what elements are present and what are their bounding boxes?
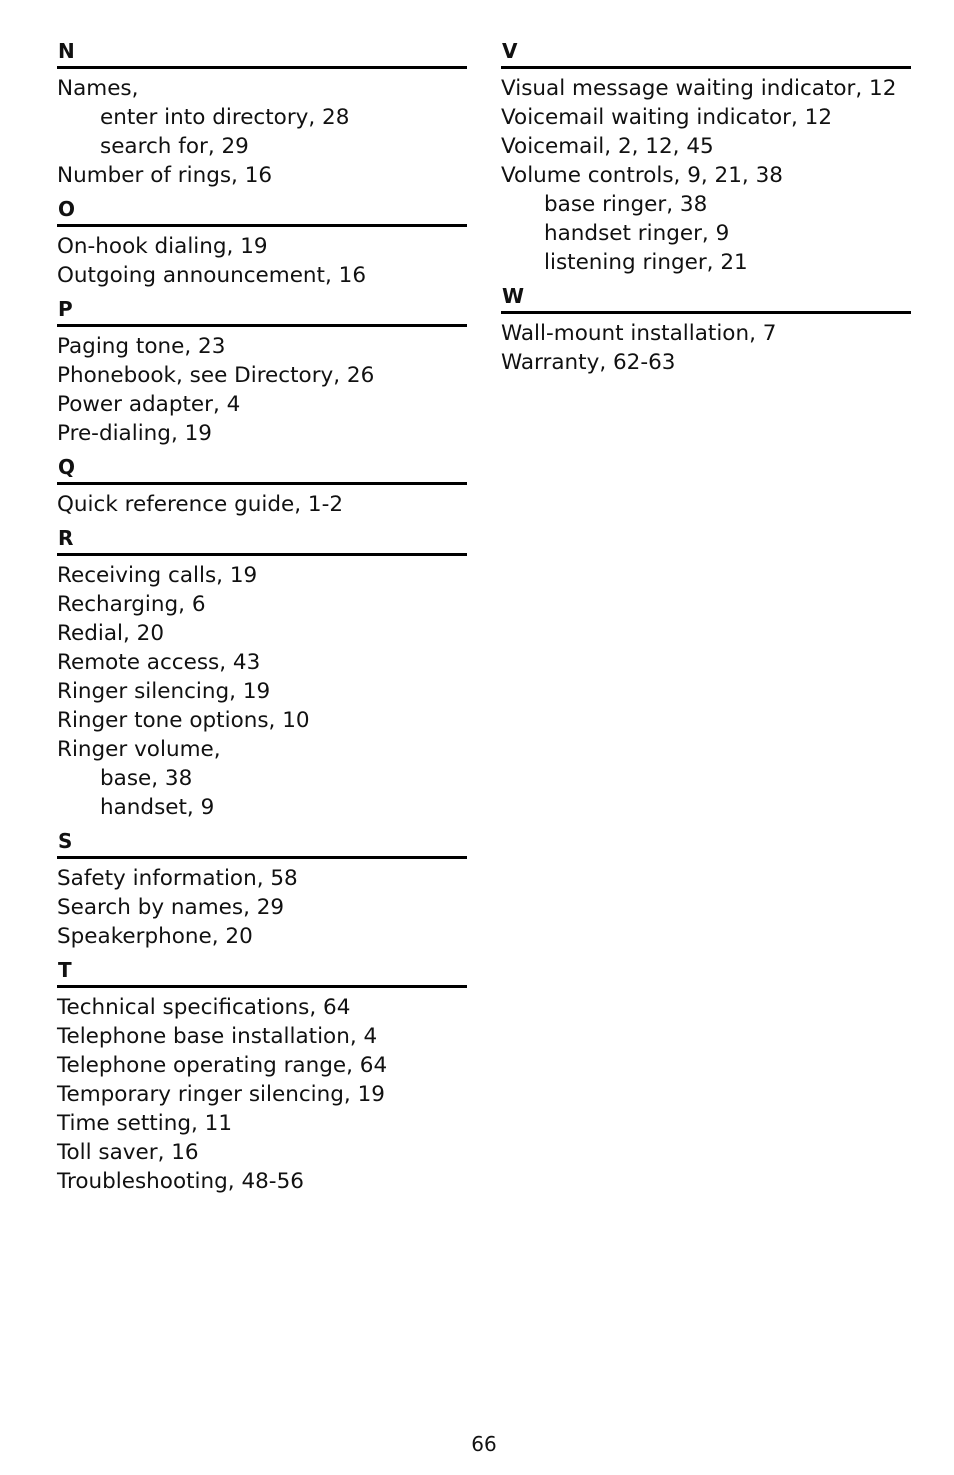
index-entry: Receiving calls, 19 [57, 563, 258, 588]
index-entry: Pre-dialing, 19 [57, 421, 212, 446]
section-divider [57, 856, 467, 859]
index-entry: Volume controls, 9, 21, 38 [501, 163, 783, 188]
section-divider [57, 66, 467, 69]
index-entry: Temporary ringer silencing, 19 [57, 1082, 385, 1107]
index-entry: Remote access, 43 [57, 650, 261, 675]
index-entry: Quick reference guide, 1-2 [57, 492, 344, 517]
index-entry: On-hook dialing, 19 [57, 234, 268, 259]
section-letter-heading: W [502, 284, 525, 308]
section-divider [57, 482, 467, 485]
section-letter-heading: T [58, 958, 72, 982]
section-letter-heading: S [58, 829, 73, 853]
index-subentry: handset, 9 [100, 795, 215, 820]
index-section [57, 957, 467, 1196]
index-entry: Time setting, 11 [57, 1111, 233, 1136]
section-divider [57, 553, 467, 556]
index-entry: Speakerphone, 20 [57, 924, 253, 949]
index-entry: Telephone operating range, 64 [57, 1053, 388, 1078]
index-section [501, 283, 911, 377]
section-divider [501, 66, 911, 69]
index-entry: Ringer silencing, 19 [57, 679, 271, 704]
index-section [57, 454, 467, 519]
section-letter-heading: N [58, 39, 75, 63]
index-section [57, 828, 467, 951]
section-letter-heading: P [58, 297, 73, 321]
section-letter-heading: R [58, 526, 74, 550]
index-entry: Toll saver, 16 [57, 1140, 199, 1165]
index-entry: Paging tone, 23 [57, 334, 226, 359]
index-subentry: handset ringer, 9 [544, 221, 730, 246]
section-divider [57, 324, 467, 327]
index-subentry: enter into directory, 28 [100, 105, 350, 130]
index-subentry: listening ringer, 21 [544, 250, 748, 275]
index-entry: Troubleshooting, 48-56 [57, 1169, 304, 1194]
index-entry: Number of rings, 16 [57, 163, 273, 188]
section-divider [57, 224, 467, 227]
index-subentry: base ringer, 38 [544, 192, 708, 217]
index-section [57, 38, 467, 190]
index-column-left [57, 38, 467, 1202]
index-entry: Wall-mount installation, 7 [501, 321, 777, 346]
section-divider [501, 311, 911, 314]
index-subentry: base, 38 [100, 766, 193, 791]
index-entry: Power adapter, 4 [57, 392, 241, 417]
index-entry: Search by names, 29 [57, 895, 285, 920]
index-entry: Names, [57, 76, 139, 101]
index-section [501, 38, 911, 277]
index-entry: Voicemail, 2, 12, 45 [501, 134, 714, 159]
section-letter-heading: Q [58, 455, 76, 479]
index-entry: Redial, 20 [57, 621, 164, 646]
index-section [57, 196, 467, 290]
index-entry: Safety information, 58 [57, 866, 298, 891]
section-letter-heading: O [58, 197, 76, 221]
index-entry: Ringer tone options, 10 [57, 708, 310, 733]
index-section [57, 525, 467, 822]
section-letter-heading: V [502, 39, 518, 63]
page-number: 66 [471, 1432, 497, 1456]
index-entry: Technical specifications, 64 [57, 995, 351, 1020]
index-subentry: search for, 29 [100, 134, 249, 159]
index-entry: Telephone base installation, 4 [57, 1024, 378, 1049]
index-column-right [501, 38, 911, 383]
index-section [57, 296, 467, 448]
index-entry: Recharging, 6 [57, 592, 206, 617]
index-entry: Warranty, 62-63 [501, 350, 676, 375]
index-entry: Outgoing announcement, 16 [57, 263, 366, 288]
section-divider [57, 985, 467, 988]
index-entry: Voicemail waiting indicator, 12 [501, 105, 833, 130]
index-entry: Phonebook, see Directory, 26 [57, 363, 375, 388]
index-entry: Visual message waiting indicator, 12 [501, 76, 897, 101]
index-entry: Ringer volume, [57, 737, 221, 762]
